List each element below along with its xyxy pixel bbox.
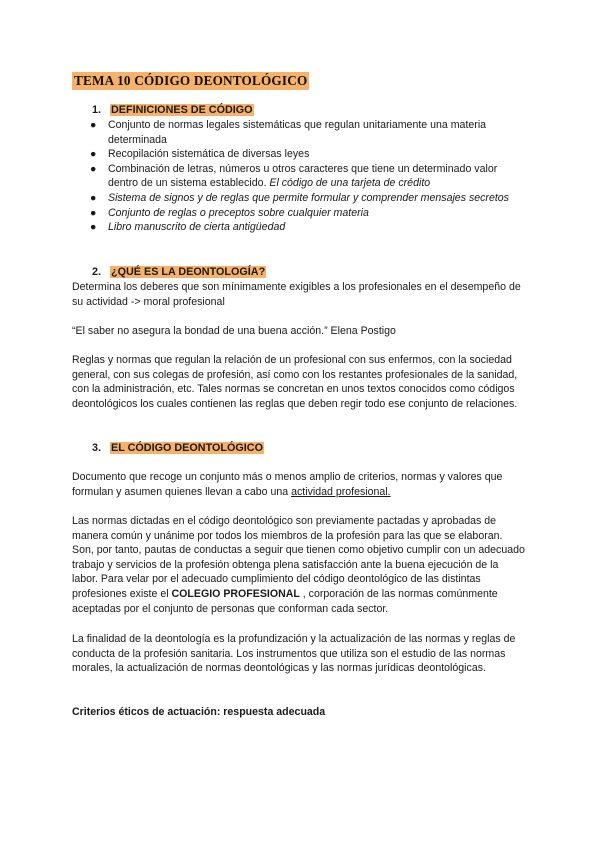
colegio-profesional: COLEGIO PROFESIONAL xyxy=(171,587,300,600)
bullet-icon: ● xyxy=(90,162,97,175)
list-item: ● Conjunto de normas legales sistemáticas que regulan unitariamente una materia determinada xyxy=(90,119,487,146)
list-item: ● Conjunto de reglas o preceptos sobre cualquier materia xyxy=(90,206,369,219)
professional-activity-link[interactable]: actividad profesional. xyxy=(291,485,391,498)
definitions-list xyxy=(90,118,530,235)
document-title: TEMA 10 CÓDIGO DEONTOLÓGICO xyxy=(74,73,308,88)
bullet-icon: ● xyxy=(90,119,97,131)
bullet-icon: ● xyxy=(90,221,97,234)
section-3-heading xyxy=(92,441,264,456)
deontology-rules-paragraph: Reglas y normas que regulan la relación de un profesional con sus enfermos, con la sociedad general, con sus colegas de profesión, así como con los restantes profesionales de la sanidad, con la administración, etc. Tales normas se concretan en unos textos conocidos como códigos deontológicos los cuales contienen las reglas que deben regir todo ese conjunto de relaciones. xyxy=(72,354,518,410)
deontology-purpose-paragraph: La finalidad de la deontología es la profundización y la actualización de las normas y reglas de conducta de la profesión sanitaria. Los instrumentos que utiliza son el estudio de las normas morales, la actualización de normas deontológicas y las normas jurídicas deontológicas. xyxy=(72,633,516,675)
section-2-heading xyxy=(92,265,266,280)
quote: “El saber no asegura la bondad de una buena acción.” Elena Postigo xyxy=(72,325,396,337)
list-item: ● Combinación de letras, números u otros caracteres que tiene un determinado valor dentro de un sistema establecido. El código de una tarjeta de crédito xyxy=(90,162,498,190)
ethical-criteria-subheading: Criterios éticos de actuación: respuesta adecuada xyxy=(72,706,326,718)
section-2-number: 2. xyxy=(92,266,102,278)
section-2-title: ¿QUÉ ES LA DEONTOLOGÍA? xyxy=(111,266,266,278)
deontology-definition: Determina los deberes que son mínimamente exigibles a los profesionales en el desempeño de su actividad -> moral profesional xyxy=(72,281,521,308)
bullet-icon: ● xyxy=(90,148,97,161)
credit-card-example: El código de una tarjeta de crédito xyxy=(269,177,431,190)
list-item: ● Sistema de signos y de reglas que permite formular y comprender mensajes secretos xyxy=(90,191,509,204)
section-1-number: 1. xyxy=(92,104,102,116)
list-item: ● Libro manuscrito de cierta antigüedad xyxy=(90,221,286,234)
section-1-heading xyxy=(92,103,254,118)
list-item: ● Recopilación sistemática de diversas leyes xyxy=(90,148,310,161)
code-definition-paragraph: Documento que recoge un conjunto más o menos amplio de criterios, normas y valores que formulan y asumen quienes llevan a cabo una actividad profesional. xyxy=(72,471,503,498)
bullet-icon: ● xyxy=(90,191,97,204)
bullet-icon: ● xyxy=(90,206,97,219)
section-1-title: DEFINICIONES DE CÓDIGO xyxy=(111,104,253,116)
section-3-title: EL CÓDIGO DEONTOLÓGICO xyxy=(111,442,263,454)
code-norms-paragraph: Las normas dictadas en el código deontológico son previamente pactadas y aprobadas de manera común y unánime por todos los miembros de la profesión para las que se elaboran. Son, por tanto, pautas de conductas a seguir que tienen como objetivo cumplir con un adecuado trabajo y servicios de la profesión obtenga plena satisfacción ante la buena ejecución de la labor. Para velar por el adecuado cumplimiento del código deontológico de las distintas profesiones existe el COLEGIO PROFESIONAL , corporación de las normas comúnmente aceptadas por el conjunto de personas que conforman cada sector. xyxy=(72,515,525,615)
section-3-number: 3. xyxy=(92,442,102,454)
